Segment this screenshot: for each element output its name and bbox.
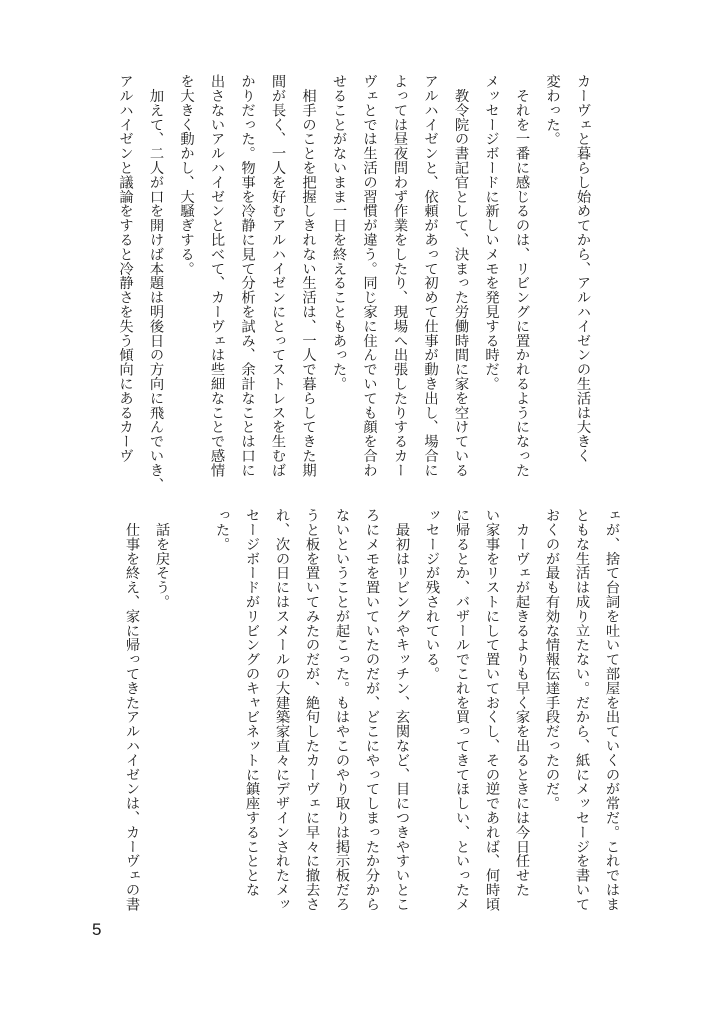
text-line: ェが、捨て台詞を吐いて部屋を出ていくのが常だ。これではま [604, 508, 620, 912]
text-line: ともな生活は成り立たない。だから、紙にメッセージを書いて [574, 508, 590, 912]
text-line: った。 [214, 508, 230, 552]
text-block-top [110, 74, 598, 492]
text-line: よっては昼夜問わず作業をしたり、現場へ出張したりするカー [392, 74, 408, 478]
text-line: 加えて、二人が口を開けば本題は明後日の方向に飛んでいき、 [148, 74, 164, 492]
text-line: かりだった。物事を冷静に見て分析を試み、余計なことは口に [239, 74, 256, 478]
text-line: れ、次の日にはスメールの大建築家直々にデザインされたメッ [274, 508, 290, 912]
text-line: 話を戻そう。 [154, 508, 170, 609]
text-line: ッセージが残されている。 [424, 508, 440, 681]
text-block-bottom [117, 508, 627, 918]
text-line: ないということが起こった。もはやこのやり取りは掲示板だろ [334, 508, 350, 912]
text-line: おくのが最も有効な情報伝達手段だったのだ。 [544, 508, 560, 811]
text-line: 変わった。 [544, 74, 561, 146]
text-line: 最初はリビングやキッチン、玄関など、目につきやすいとこ [394, 508, 410, 912]
text-line: せることがないまま一日を終えることもあった。 [331, 74, 347, 391]
text-line: 教令院の書記官として、決まった労働時間に家を空けている [453, 74, 469, 478]
text-line: に帰るとか、バザールでこれを買ってきてほしい、といったメ [454, 508, 470, 912]
text-line: ろにメモを置いていたのだが、どこにやってしまったか分から [364, 508, 380, 912]
text-line: い家事をリストにして置いておくし、その逆であれば、何時頃 [484, 508, 500, 912]
page-number: 5 [92, 920, 102, 939]
text-line: カーヴェと暮らし始めてから、アルハイゼンの生活は大きく [575, 74, 591, 463]
text-line: 間が長く、一人を好むアルハイゼンにとってストレスを生むば [270, 74, 286, 478]
text-line: セージボードがリビングのキャビネットに鎮座することとな [244, 508, 260, 897]
text-line: メッセージボードに新しいメモを発見する時だ。 [483, 74, 500, 391]
text-line: カーヴェが起きるよりも早く家を出るときには今日任せた [514, 508, 530, 897]
text-line: それを一番に感じるのは、リビングに置かれるようになった [514, 74, 530, 478]
text-line: うと板を置いてみたのだが、絶句したカーヴェに早々に撤去さ [304, 508, 320, 912]
text-line: アルハイゼンと議論をすると冷静さを失う傾向にあるカーヴ [117, 74, 134, 463]
text-line: を大きく動かし、大騒ぎする。 [178, 74, 195, 276]
text-line: アルハイゼンと、依頼があって初めて仕事が動き出し、場合に [422, 74, 439, 478]
text-line: 出さないアルハイゼンと比べて、カーヴェは些細なことで感情 [209, 74, 225, 478]
text-line: ヴェとでは生活の習慣が違う。同じ家に住んでいても顔を合わ [361, 74, 378, 478]
text-line: 仕事を終え、家に帰ってきたアルハイゼンは、カーヴェの書 [124, 508, 140, 912]
text-line [177, 508, 207, 918]
text-line: 相手のことを把握しきれない生活は、一人で暮らしてきた期 [300, 74, 317, 478]
